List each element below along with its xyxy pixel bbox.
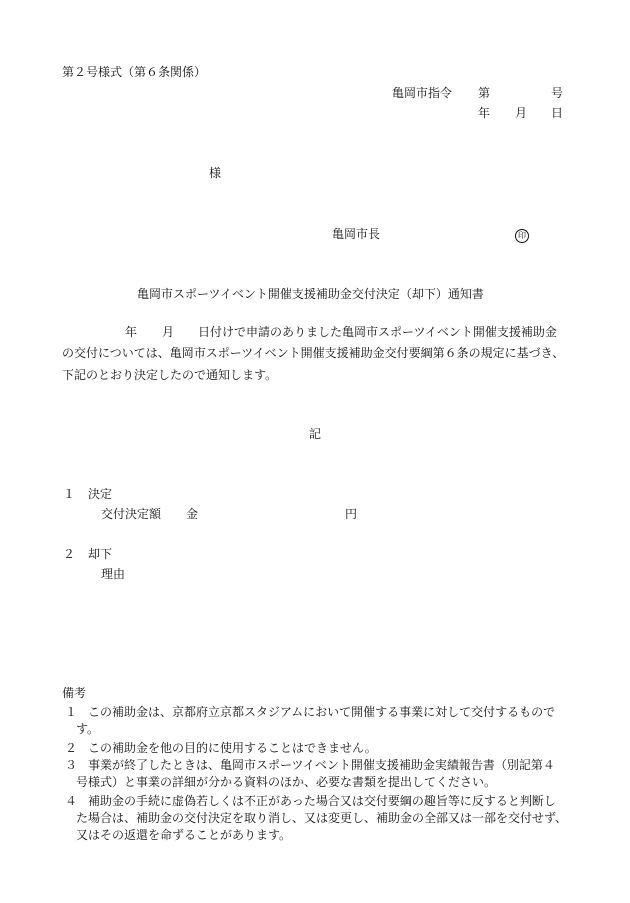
body-month: 月	[162, 325, 175, 339]
date-year: 年	[478, 106, 491, 120]
note-4-number: ４	[65, 794, 78, 808]
document-title: 亀岡市スポーツイベント開催支援補助金交付決定（却下）通知書	[137, 287, 484, 301]
sender-title: 亀岡市長	[332, 227, 381, 241]
section2-heading: 却下	[88, 547, 113, 561]
seal-mark	[515, 227, 529, 243]
note-4-line-3: 又はその返還を命ずることがあります。	[76, 828, 292, 842]
body-line1: 日付けで申請のありました亀岡市スポーツイベント開催支援補助金	[198, 325, 557, 339]
designation-dai: 第	[478, 86, 491, 100]
addressee-sama: 様	[209, 166, 222, 180]
note-4-line-2: た場合は、補助金の交付決定を取り消し、又は変更し、補助金の全部又は一部を交付せず、	[76, 811, 568, 825]
note-1-line-2: す。	[76, 722, 100, 736]
ki-heading: 記	[309, 427, 322, 441]
note-2-line-1: この補助金を他の目的に使用することはできません。	[88, 741, 377, 755]
section2-number: ２	[63, 547, 76, 561]
notes-heading: 備考	[62, 686, 87, 700]
reason-label: 理由	[101, 567, 126, 581]
body-year: 年	[125, 325, 138, 339]
form-label: 第２号様式（第６条関係）	[62, 65, 207, 79]
designation-prefix: 亀岡市指令	[392, 86, 453, 100]
designation-gou: 号	[551, 86, 564, 100]
amount-kin: 金	[186, 507, 199, 521]
note-3-line-1: 事業が終了したときは、亀岡市スポーツイベント開催支援補助金実績報告書（別記第４	[88, 758, 555, 772]
section1-heading: 決定	[88, 487, 113, 501]
date-month: 月	[515, 106, 528, 120]
body-line3: 下記のとおり決定したので通知します。	[62, 368, 278, 382]
section1-number: １	[63, 487, 76, 501]
amount-label: 交付決定額	[101, 507, 162, 521]
amount-yen: 円	[345, 507, 358, 521]
note-1-number: １	[65, 705, 78, 719]
body-line2: の交付については、亀岡市スポーツイベント開催支援補助金交付要綱第６条の規定に基づき、	[62, 346, 565, 360]
seal-icon: 印	[515, 229, 529, 243]
note-4-line-1: 補助金の手続に虚偽若しくは不正があった場合又は交付要綱の趣旨等に反すると判断し	[88, 794, 556, 808]
date-day: 日	[551, 106, 564, 120]
note-2-number: ２	[65, 741, 78, 755]
note-3-line-2: 号様式）と事業の詳細が分かる資料のほか、必要な書類を提出してください。	[76, 775, 497, 789]
note-3-number: ３	[65, 758, 78, 772]
note-1-line-1: この補助金は、京都府立京都スタジアムにおいて開催する事業に対して交付するもので	[88, 705, 556, 719]
